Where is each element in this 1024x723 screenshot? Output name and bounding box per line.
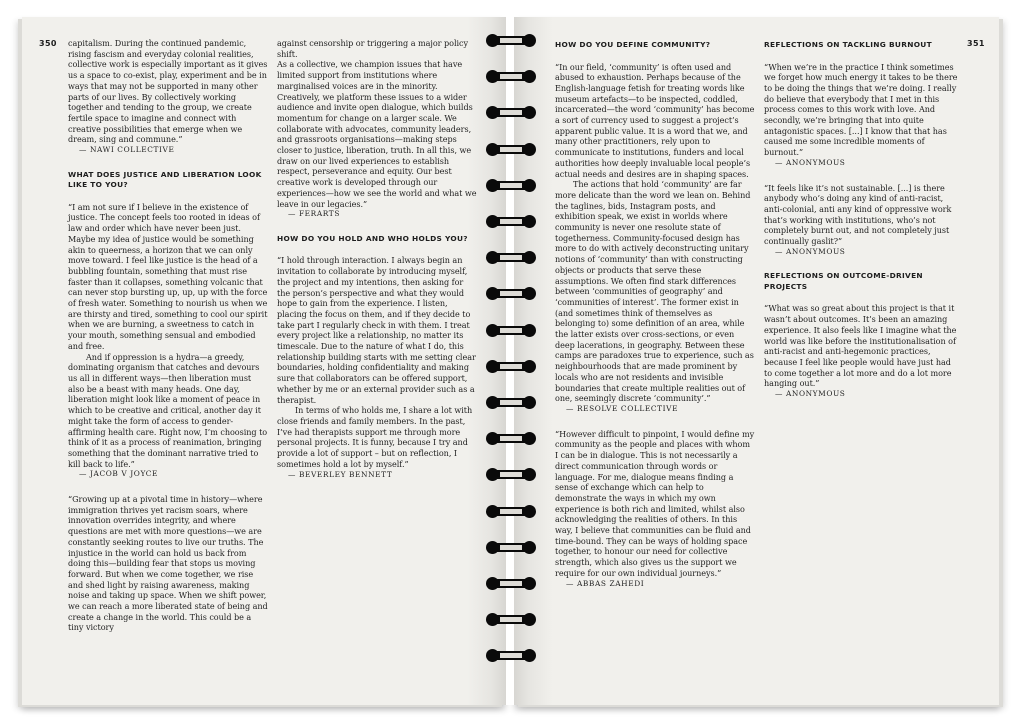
spiral-binding bbox=[486, 0, 536, 723]
section-heading-justice: WHAT DOES JUSTICE AND LIBERATION LOOK LIKE TO YOU? bbox=[68, 169, 262, 190]
quote-attribution: — NAWI COLLECTIVE bbox=[79, 145, 175, 155]
spiral-ring bbox=[486, 324, 536, 338]
spiral-ring bbox=[486, 143, 536, 157]
quote-attribution: — JACOB V JOYCE bbox=[79, 469, 159, 479]
quote-paragraph: The actions that hold ‘community’ are far more delicate than the word we lean on. Behind the taglines, bids, Instagram posts, and exhibition speak, we exist in worlds where community is never one resolute state of togetherness. Community-focused design has more to do with actively deconstructing unitary notions of ‘community’ than with constructing objects or products that serve these assumptions. We often find stark differences between ‘communities of geography’ and ‘communities of interest’. The former exist in (and sometimes think of themselves as belonging to) some definition of an area, while the latter exists over cross-sections, or even deep lacerations, in geography. Between these camps are paradoxes true to experience, such as neighbourhoods that are made prominent by locals who are not residents and invisible boundaries that create multiple realities out of one, seemingly discrete ‘community’.” bbox=[555, 179, 754, 404]
spiral-ring bbox=[486, 432, 536, 446]
spiral-ring bbox=[486, 70, 536, 84]
spiral-ring bbox=[486, 468, 536, 482]
quote-paragraph: “In our field, ‘community’ is often used and abused to exhaustion. Perhaps because of the English-language fetish for treating words like museum artefacts—to be inspected, coddled, incarcerated—the word ‘community’ has become a sort of currency used to suggest a project’s apparent public value. It is a word that we, and many other practitioners, rely upon to communicate to institutions, funders and local authorities how deeply invaluable local people’s actual needs and desires are in shaping spaces. bbox=[555, 61, 755, 179]
quote-attribution: — RESOLVE COLLECTIVE bbox=[566, 404, 679, 413]
quote-paragraph: In terms of who holds me, I share a lot with close friends and family members. In the past, I’ve had therapists support me through more personal projects. It is funny, because I try and provide a lot of support – but on reflection, I sometimes hold a lot by myself.” bbox=[277, 405, 473, 469]
quote-paragraph: “What was so great about this project is that it wasn’t about outcomes. It’s been an amazing experience. It also feels like I imagine what the world was like before the institutionalisation of anti-racist and anti-hegemonic practices, because I feel like people would have just had to come together a lot more and do a lot more hanging out.” bbox=[764, 303, 957, 389]
quote-paragraph: “Growing up at a pivotal time in history—where immigration thrives yet racism soars, where innovation overrides integrity, and where questions are met with more questions—we are constantly seeking routes to live our truths. The injustice in the world can hold us back from doing this—building fear that stops us moving forward. But when we come together, we rise and shed light by raising awareness, making noise and taking up space. When we shift power, we can reach a more liberated state of being and create a change in the world. This could be a tiny victory bbox=[68, 494, 268, 633]
quote-attribution: — ANONYMOUS bbox=[775, 246, 846, 256]
quote-paragraph: “However difficult to pinpoint, I would define my community as the people and places with whom I can be in dialogue. This is not necessarily a direct communication through words or language. For me, dialogue means finding a sense of exchange which can help to demonstrate the ways in which my own experience is both rich and limited, whilst also acknowledging the realities of others. In this way, I believe that communities can be fluid and time-bound. They can be ways of holding space together, to honour our need for collective strength, which also gives us the support we require for our own individual journeys.” bbox=[555, 428, 755, 578]
quote-paragraph: And if oppression is a hydra—a greedy, dominating organism that catches and devours us all in different ways—then liberation must also be a beast with many heads. One day, liberation might look like a moment of peace in which to be creative and critical, another day it might take the form of access to gender-affirming health care. Right now, I’m choosing to think of it as a process of reanimation, bringing something that the dominant narrative tried to kill back to life.” bbox=[68, 351, 268, 469]
section-heading-burnout: REFLECTIONS ON TACKLING BURNOUT bbox=[764, 40, 932, 49]
section-heading-hold: HOW DO YOU HOLD AND WHO HOLDS YOU? bbox=[277, 233, 468, 243]
spiral-ring bbox=[486, 251, 536, 265]
spiral-ring bbox=[486, 106, 536, 120]
left-page-number: 350 bbox=[39, 39, 57, 48]
spiral-ring bbox=[486, 360, 536, 374]
spiral-ring bbox=[486, 287, 536, 301]
spiral-ring bbox=[486, 34, 536, 48]
spiral-ring bbox=[486, 613, 536, 627]
quote-continuation: against censorship or triggering a major policy shift. bbox=[277, 38, 469, 59]
intro-quote-continuation: capitalism. During the continued pandemic, rising fascism and everyday colonial realities, collective work is especially important as it gives us a space to co-exist, play, experiment and be in ways that may not be supported in many other parts of our lives. By collectively working together and tending to the group, we create fertile space to imagine and connect with creative possibilities that emerge when we dream, sing and commune.” bbox=[68, 38, 268, 145]
quote-attribution: — ABBAS ZAHEDI bbox=[566, 578, 645, 588]
column-2 bbox=[277, 38, 477, 494]
spiral-ring bbox=[486, 505, 536, 519]
column-1 bbox=[68, 38, 268, 633]
quote-paragraph: “I am not sure if I believe in the existence of justice. The concept feels too rooted in ideas of law and order which have never been just. Maybe my idea of justice would be something akin to queerness, a horizon that we can only move toward. I feel like justice is the head of a bubbling fountain, something that must rise faster than it collapses, something volcanic that can never stop bursting up, up, up with the force of fresh water. Something to nourish us when we are thirsty and tired, something to cool our spirit when we are burning, a sweetness to catch in your mouth, something sensual and embodied and free. bbox=[68, 201, 268, 351]
quote-attribution: — BEVERLEY BENNETT bbox=[288, 469, 393, 479]
quote-paragraph: “I hold through interaction. I always begin an invitation to collaborate by introducing myself, the project and my intentions, then asking for the person’s perspective and what they would hope to gain from the experience. I listen, placing the focus on them, and if they decide to take part I regularly check in with them. I treat every project like a relationship, no matter its timescale. Due to the nature of what I do, this relationship building starts with me setting clear boundaries, holding confidentiality and making sure that collaborators can be offered support, whether by me or an external provider such as a therapist. bbox=[277, 255, 476, 405]
spiral-ring bbox=[486, 649, 536, 663]
section-heading-community: HOW DO YOU DEFINE COMMUNITY? bbox=[555, 40, 711, 49]
quote-paragraph: “It feels like it’s not sustainable. [...] is there anybody who’s doing any kind of anti-racist, anti-colonial, anti any kind of oppressive work that’s working with institutions, who’s not completely burnt out, and not completely just continually gaslit?” bbox=[764, 182, 952, 247]
column-4 bbox=[764, 40, 959, 414]
quote-paragraph: As a collective, we champion issues that have limited support from institutions where marginalised voices are in the minority. Creatively, we platform these issues to a wider audience and invite open dialogue, which builds momentum for change on a larger scale. We collaborate with advocates, community leaders, and grassroots organisations—making steps closer to justice, liberation, truth. In all this, we draw on our lived experiences to establish respect, perseverance and equity. Our best creative work is developed through our experiences—how we see the world and what we leave in our legacies.” bbox=[277, 59, 477, 209]
quote-attribution: — FERARTS bbox=[288, 209, 340, 219]
section-heading-outcome: REFLECTIONS ON OUTCOME-DRIVEN PROJECTS bbox=[764, 271, 923, 291]
column-3 bbox=[555, 40, 755, 603]
spiral-ring bbox=[486, 577, 536, 591]
quote-paragraph: “When we’re in the practice I think sometimes we forget how much energy it takes to be there to be doing the things that we’re doing. I really do believe that everybody that I met in this process comes to this work with love. And secondly, we’re bringing that into quite antagonistic spaces. [...] I know that that has caused me some incredible moments of burnout.” bbox=[764, 61, 958, 158]
spiral-ring bbox=[486, 541, 536, 555]
spiral-ring bbox=[486, 215, 536, 229]
spiral-ring bbox=[486, 179, 536, 193]
quote-attribution: — ANONYMOUS bbox=[775, 157, 846, 167]
right-page-number: 351 bbox=[967, 39, 985, 48]
spiral-ring bbox=[486, 396, 536, 410]
quote-attribution: — ANONYMOUS bbox=[775, 389, 846, 399]
